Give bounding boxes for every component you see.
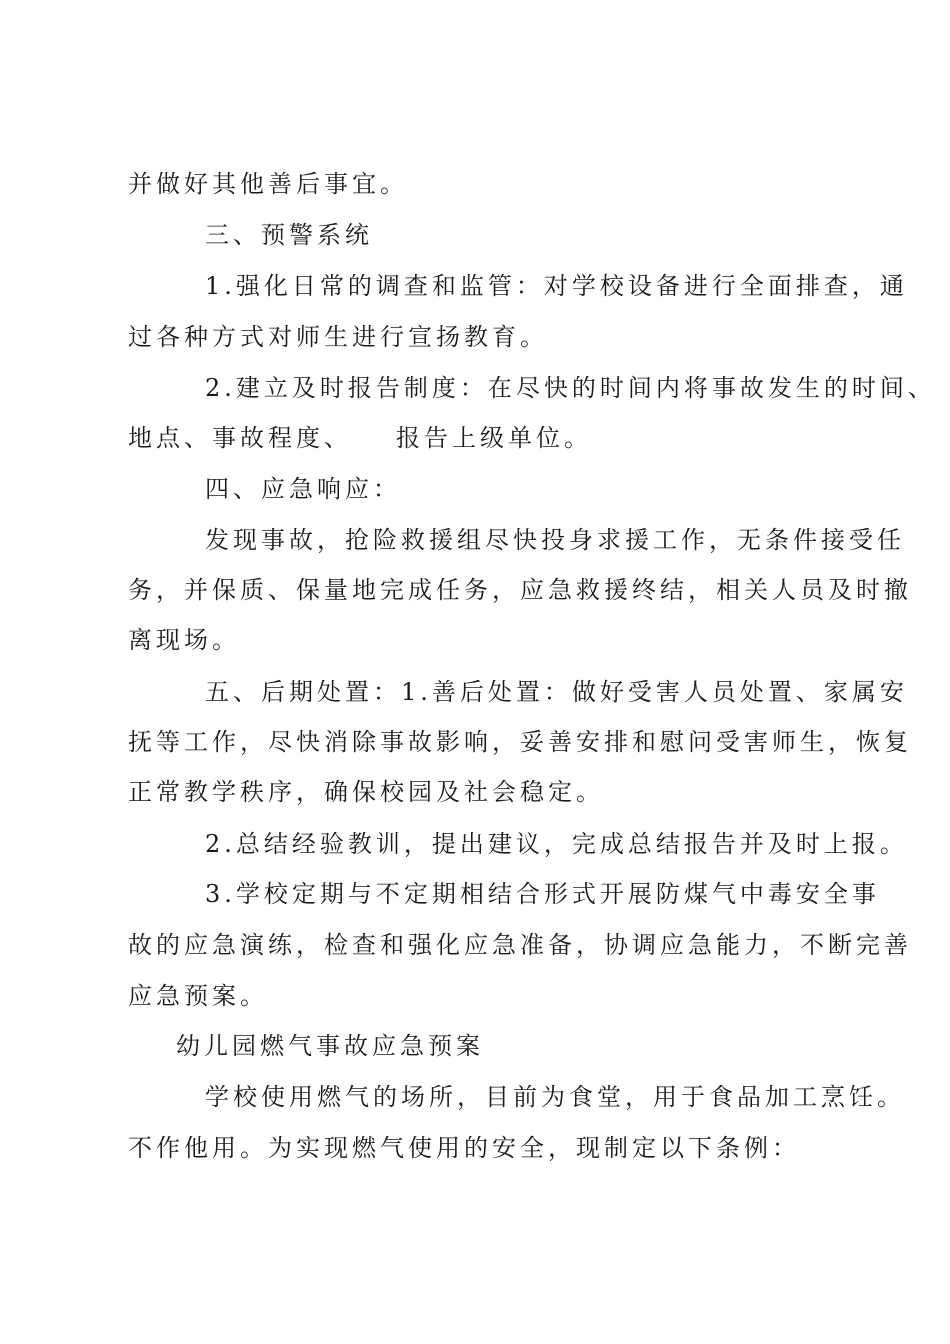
text-line-4: 过各种方式对师生进行宣扬教育。 <box>128 323 548 351</box>
text-line-5: 2.建立及时报告制度：在尽快的时间内将事故发生的时间、 <box>205 374 936 402</box>
text-line-10: 离现场。 <box>128 626 240 654</box>
text-line-6: 地点、事故程度、 报告上级单位。 <box>128 424 592 452</box>
text-line-3: 1.强化日常的调查和监管：对学校设备进行全面排查，通 <box>205 272 908 300</box>
text-line-12: 抚等工作，尽快消除事故影响，妥善安排和慰问受害师生，恢复 <box>128 728 912 756</box>
document-title-gas-plan: 幼儿园燃气事故应急预案 <box>176 1032 484 1060</box>
text-line-17: 应急预案。 <box>128 982 268 1010</box>
text-line-1: 并做好其他善后事宜。 <box>128 170 408 198</box>
text-line-14: 2.总结经验教训，提出建议，完成总结报告并及时上报。 <box>205 830 908 858</box>
text-line-9: 务，并保质、保量地完成任务，应急救援终结，相关人员及时撤 <box>128 576 912 604</box>
text-line-19: 学校使用燃气的场所，目前为食堂，用于食品加工烹饪。 <box>205 1083 905 1111</box>
text-line-15: 3.学校定期与不定期相结合形式开展防煤气中毒安全事 <box>205 880 880 908</box>
text-line-20: 不作他用。为实现燃气使用的安全，现制定以下条例： <box>128 1134 800 1162</box>
text-line-16: 故的应急演练，检查和强化应急准备，协调应急能力，不断完善 <box>128 931 912 959</box>
text-line-8: 发现事故，抢险救援组尽快投身求援工作，无条件接受任 <box>205 526 905 554</box>
section-heading-warning-system: 三、预警系统 <box>205 221 373 249</box>
text-line-13: 正常教学秩序，确保校园及社会稳定。 <box>128 778 604 806</box>
section-heading-emergency-response: 四、应急响应： <box>205 475 401 503</box>
section-heading-aftermath: 五、后期处置：1.善后处置：做好受害人员处置、家属安 <box>205 678 908 706</box>
